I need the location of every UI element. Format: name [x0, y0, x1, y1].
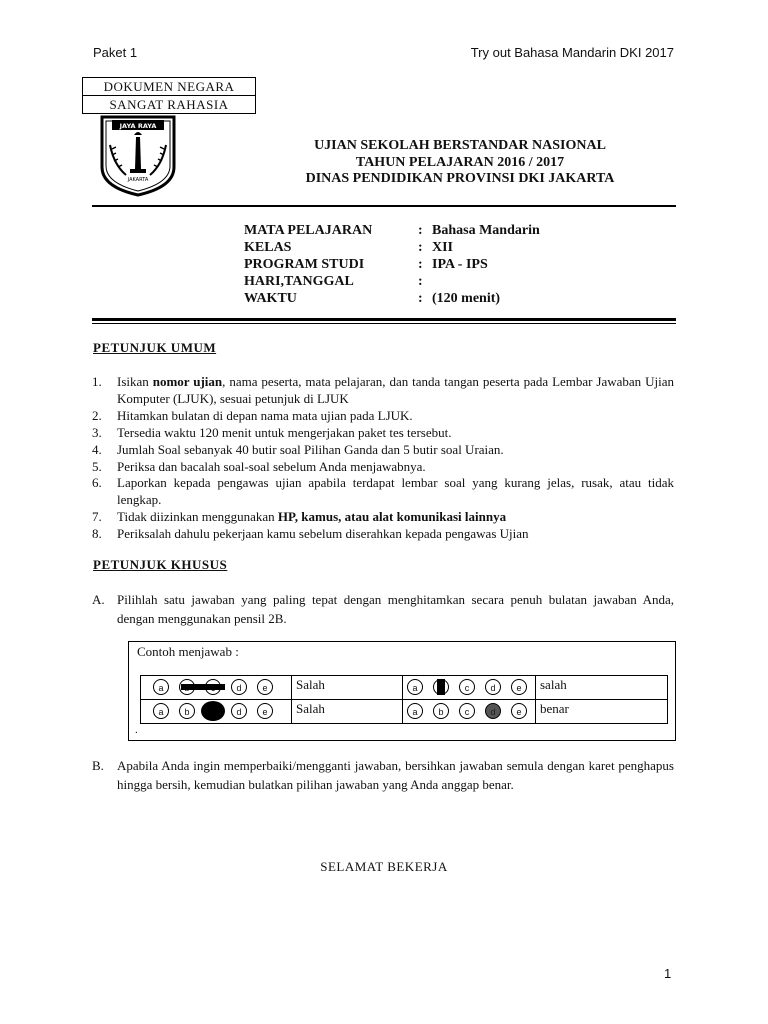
list-item: 5. Periksa dan bacalah soal-soal sebelum Anda menjawabnya.	[92, 458, 426, 474]
example-dot: .	[135, 724, 138, 736]
header-right: Try out Bahasa Mandarin DKI 2017	[470, 45, 674, 60]
bubble-e: e	[257, 703, 273, 719]
title-line-1: UJIAN SEKOLAH BERSTANDAR NASIONAL	[314, 138, 606, 153]
bubble-group-vertical	[403, 676, 536, 699]
list-item: 2. Hitamkan bulatan di depan nama mata ujian pada LJUK.	[92, 407, 413, 423]
example-label: benar	[540, 701, 569, 716]
bubble-e: e	[511, 703, 527, 719]
bubble-group-correct	[403, 700, 536, 723]
bubble-a: a	[407, 679, 423, 695]
closing-text: SELAMAT BEKERJA	[320, 859, 448, 874]
divider-thin	[92, 323, 676, 324]
info-colon: :	[418, 223, 423, 238]
info-label: KELAS	[244, 240, 292, 255]
info-value: XII	[432, 240, 454, 255]
vertical-mark	[437, 679, 445, 695]
special-instruction-b: B. Apabila Anda ingin memperbaiki/mengganti jawaban, bersihkan jawaban semula dengan karet penghapus hingga bersih, kemudian bulatkan pilihan jawaban yang Anda anggap benar.	[92, 758, 674, 792]
header-left: Paket 1	[93, 45, 138, 60]
page-number: 1	[664, 966, 672, 981]
info-row-class	[244, 239, 664, 256]
jakarta-emblem-icon	[98, 115, 178, 197]
bubble-d: d	[485, 679, 501, 695]
bubble-group-crossed	[141, 676, 292, 699]
classification-line-2: SANGAT RAHASIA	[83, 95, 255, 113]
bubble-d-filled: d	[485, 703, 501, 719]
bubble-d: d	[231, 679, 247, 695]
info-row-program	[244, 256, 664, 273]
list-item: 7. Tidak diizinkan menggunakan HP, kamus, atau alat komunikasi lainnya	[92, 509, 507, 525]
example-row	[141, 699, 667, 723]
strike-mark	[181, 684, 225, 690]
title-line-2: TAHUN PELAJARAN 2016 / 2017	[355, 155, 565, 170]
list-item: 4. Jumlah Soal sebanyak 40 butir soal Pilihan Ganda dan 5 butir soal Uraian.	[92, 441, 504, 457]
info-value: Bahasa Mandarin	[432, 223, 540, 238]
example-label: Salah	[292, 700, 403, 723]
info-value: IPA - IPS	[432, 257, 488, 272]
special-instruction-a: A. Pilihlah satu jawaban yang paling tepat dengan menghitamkan secara penuh bulatan jawaban Anda, dengan menggunakan pensil 2B.	[92, 592, 674, 626]
overfill-mark	[201, 701, 225, 721]
emblem-banner: JAYA RAYA	[119, 122, 157, 130]
info-label: PROGRAM STUDI	[244, 257, 365, 272]
bubble-d: d	[231, 703, 247, 719]
bubble-b: b	[433, 703, 449, 719]
info-row-date	[244, 273, 664, 290]
bubble-e: e	[257, 679, 273, 695]
info-colon: :	[418, 240, 423, 255]
info-colon: :	[418, 257, 423, 272]
classification-line-1: DOKUMEN NEGARA	[103, 79, 235, 94]
example-title: Contoh menjawab :	[137, 644, 239, 659]
title-line-3: DINAS PENDIDIKAN PROVINSI DKI JAKARTA	[305, 171, 615, 186]
bubble-c: c	[459, 703, 475, 719]
special-heading: PETUNJUK KHUSUS	[93, 557, 228, 572]
classification-box	[82, 77, 256, 114]
info-label: HARI,TANGGAL	[244, 274, 354, 289]
bubble-a: a	[153, 703, 169, 719]
info-label: WAKTU	[244, 291, 297, 306]
bubble-b: b	[179, 703, 195, 719]
bubble-a: a	[407, 703, 423, 719]
emblem-base: JAKARTA	[127, 177, 149, 183]
info-colon: :	[418, 291, 423, 306]
info-colon: :	[418, 274, 423, 289]
bubble-a: a	[153, 679, 169, 695]
info-value: (120 menit)	[432, 291, 501, 306]
general-heading: PETUNJUK UMUM	[93, 340, 217, 355]
bubble-group-blotted	[141, 700, 292, 723]
general-instructions	[92, 374, 674, 543]
divider-thick	[92, 318, 676, 321]
list-item: 6. Laporkan kepada pengawas ujian apabila terdapat lembar soal yang kurang jelas, rusak, atau tidak lengkap.	[92, 475, 674, 508]
list-item: 3. Tersedia waktu 120 menit untuk mengerjakan paket tes tersebut.	[92, 424, 452, 440]
list-item: 8. Periksalah dahulu pekerjaan kamu sebelum diserahkan kepada pengawas Ujian	[92, 526, 529, 542]
example-grid	[140, 675, 668, 724]
answer-example-box	[128, 641, 676, 741]
example-row	[141, 676, 667, 699]
divider-top	[92, 205, 676, 207]
example-label: Salah	[292, 676, 403, 699]
bubble-c: c	[459, 679, 475, 695]
info-row-subject	[244, 222, 664, 239]
bubble-e: e	[511, 679, 527, 695]
example-label: salah	[540, 677, 567, 692]
list-item: 1. Isikan nomor ujian, nama peserta, mata pelajaran, dan tanda tangan peserta pada Lembar Jawaban Ujian Komputer (LJUK), sesuai petunjuk di LJUK	[92, 374, 674, 406]
info-row-time	[244, 290, 664, 307]
info-label: MATA PELAJARAN	[244, 223, 373, 238]
